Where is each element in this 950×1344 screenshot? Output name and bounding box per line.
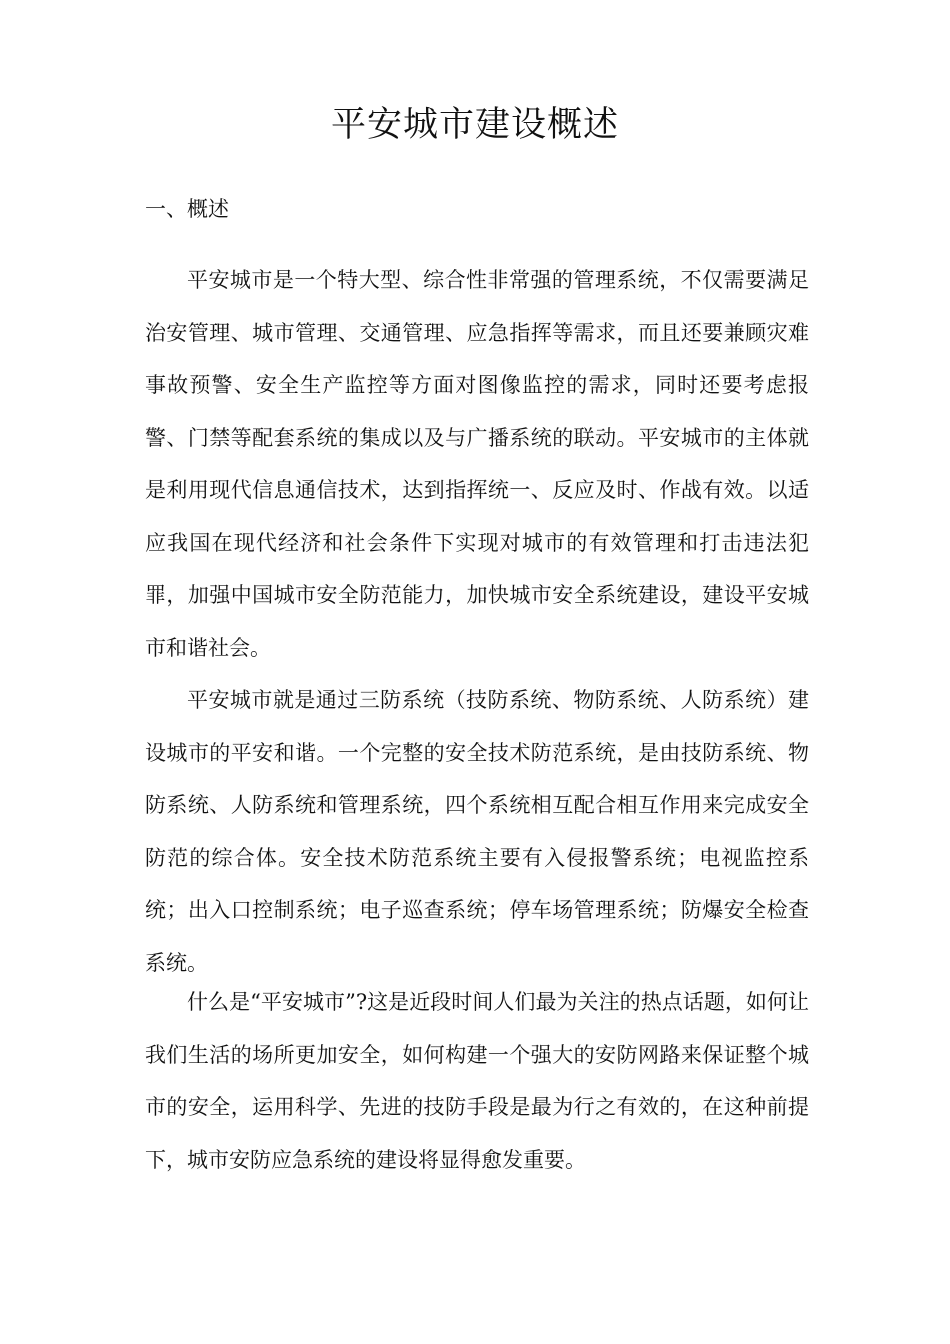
paragraph-2: 平安城市就是通过三防系统（技防系统、物防系统、人防系统）建设城市的平安和谐。一个完整的安全技术防范系统，是由技防系统、物防系统、人防系统和管理系统，四个系统相互配合相互作用来完成安全防范的综合体。安全技术防范系统主要有入侵报警系统；电视监控系统；出入口控制系统；电子巡查系统；停车场管理系统；防爆安全检查系统。 (145, 688, 809, 975)
section-heading: 一、概述 (145, 197, 229, 221)
document-title: 平安城市建设概述 (330, 105, 619, 145)
paragraph-3: 什么是“平安城市”?这是近段时间人们最为关注的热点话题，如何让我们生活的场所更加安全，如何构建一个强大的安防网路来保证整个城市的安全，运用科学、先进的技防手段是最为行之有效的，在这种前提下，城市安防应急系统的建设将显得愈发重要。 (145, 990, 809, 1172)
paragraph-1: 平安城市是一个特大型、综合性非常强的管理系统，不仅需要满足治安管理、城市管理、交通管理、应急指挥等需求，而且还要兼顾灾难事故预警、安全生产监控等方面对图像监控的需求，同时还要考虑报警、门禁等配套系统的集成以及与广播系统的联动。平安城市的主体就是利用现代信息通信技术，达到指挥统一、反应及时、作战有效。以适应我国在现代经济和社会条件下实现对城市的有效管理和打击违法犯罪，加强中国城市安全防范能力，加快城市安全系统建设，建设平安城市和谐社会。 (145, 268, 809, 660)
